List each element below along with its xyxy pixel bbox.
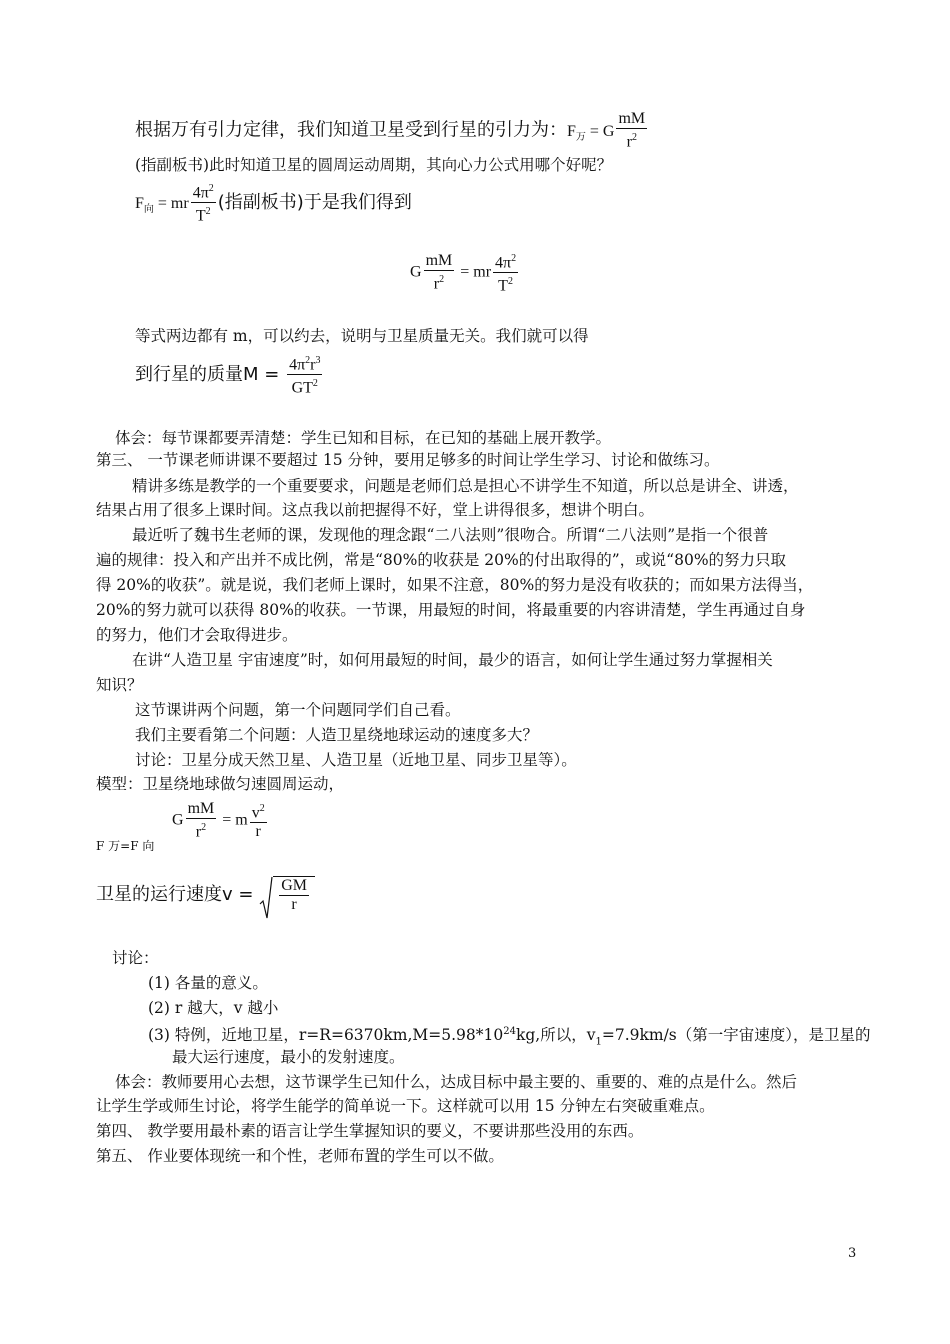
equation-fraction-left: $\frac{mM}{r^2}$ [425,252,453,293]
list-item: (3) 特例，近地卫星，$r=R=6370km,M=5.98*10^{24}kg$,所以，$v_1=7.9km/s$（第一宇宙速度），是卫星的 [148,1026,871,1048]
centripetal-formula-line [135,180,412,226]
centripetal-text: (指副板书)于是我们得到 [217,191,412,213]
mass-fraction: $\frac{4\pi^2r^3}{GT^2}$ [287,352,322,398]
paragraph-line: 得 20%的收获”。就是说，我们老师上课时，如果不注意，80%的努力是没有收获的；而如果方法得当， [96,576,814,594]
page-number: 3 [848,1246,857,1261]
force-balance-label: F 万=F 向 [96,839,155,853]
section-heading-four: 第四、 教学要用最朴素的语言让学生掌握知识的要义，不要讲那些没用的东西。 [96,1122,644,1140]
centripetal-fraction: $\frac{4\pi^2}{T^2}$ [191,180,216,226]
section-heading-three: 第三、 一节课老师讲课不要超过 15 分钟，要用足够多的时间让学生学习、讨论和做练习。 [96,451,720,469]
paragraph-line: 的努力，他们才会取得进步。 [96,626,298,644]
paragraph-line: 最近听了魏书生老师的课，发现他的理念跟“二八法则”很吻合。所谓“二八法则”是指一个很普 [132,526,769,544]
sqrt-expression: $\frac{GM}{r}$ [259,876,315,914]
planet-mass-line: 到行星的质量M = $\frac{4\pi^2r^3}{GT^2}$ [135,352,324,398]
paragraph-line: 体会：教师要用心去想，这节课学生已知什么，达成目标中最主要的、重要的、难的点是什么。然后 [115,1073,798,1091]
velocity-equation-line: G $\frac{mM}{r^2}$ = m $\frac{v^2}{r}$ [172,800,265,841]
equation-line: G $\frac{mM}{r^2}$ = mr $\frac{4\pi^2}{T^2}$ [410,250,520,296]
list-item: (1) 各量的意义。 [148,974,268,992]
paragraph-line: 结果占用了很多上课时间。这点我以前把握得不好，堂上讲得很多，想讲个明白。 [96,501,655,519]
sqrt-sign-icon [259,876,273,920]
paragraph-line: 讨论：卫星分成天然卫星、人造卫星（近地卫星、同步卫星等）。 [135,751,577,769]
paragraph-line: 等式两边都有 m，可以约去，说明与卫星质量无关。我们就可以得 [135,327,589,345]
list-item-continuation: 最大运行速度，最小的发射速度。 [172,1048,405,1066]
paragraph-line: (指副板书)此时知道卫星的圆周运动周期，其向心力公式用哪个好呢？ [135,156,613,174]
paragraph-line: 模型：卫星绕地球做匀速圆周运动， [96,775,345,793]
paragraph-line: 体会：每节课都要弄清楚：学生已知和目标，在已知的基础上展开教学。 [115,429,612,447]
velocity-fraction-left: $\frac{mM}{r^2}$ [187,800,215,841]
equation-fraction-right: $\frac{4\pi^2}{T^2}$ [493,250,518,296]
gravitation-law-line [135,110,649,151]
paragraph-line: 20%的努力就可以获得 80%的收获。一节课，用最短的时间，将最重要的内容讲清楚，学生再通过自身 [96,601,806,619]
centripetal-symbol: $F_向$ = mr [135,194,189,216]
paragraph-line: 讨论： [112,949,159,967]
section-heading-five: 第五、 作业要体现统一和个性，老师布置的学生可以不做。 [96,1147,504,1165]
paragraph-line: 这节课讲两个问题，第一个问题同学们自己看。 [135,701,461,719]
orbital-velocity-line: 卫星的运行速度v = $\frac{GM}{r}$ [96,876,315,914]
list-item: (2) r 越大，v 越小 [148,999,279,1017]
paragraph-line: 让学生学或师生讨论，将学生能学的简单说一下。这样就可以用 15 分钟左右突破重难点。 [96,1097,715,1115]
gravitation-text: 根据万有引力定律，我们知道卫星受到行星的引力为： [135,119,567,141]
velocity-fraction-right: $\frac{v^2}{r}$ [250,800,267,841]
paragraph-line: 知识？ [96,676,143,694]
paragraph-line: 在讲“人造卫星 宇宙速度”时，如何用最短的时间，最少的语言，如何让学生通过努力掌握相关 [132,651,773,669]
force-symbol: $F_万 = G$ [567,122,615,143]
paragraph-line: 精讲多练是教学的一个重要要求，问题是老师们总是担心不讲学生不知道，所以总是讲全、讲透， [132,477,799,495]
gravitation-fraction: $\frac{mM}{r^2}$ [618,110,646,151]
paragraph-line: 我们主要看第二个问题：人造卫星绕地球运动的速度多大？ [135,726,539,744]
paragraph-line: 遍的规律：投入和产出并不成比例，常是“80%的收获是 20%的付出取得的”，或说“80%的努力只取 [96,551,787,569]
